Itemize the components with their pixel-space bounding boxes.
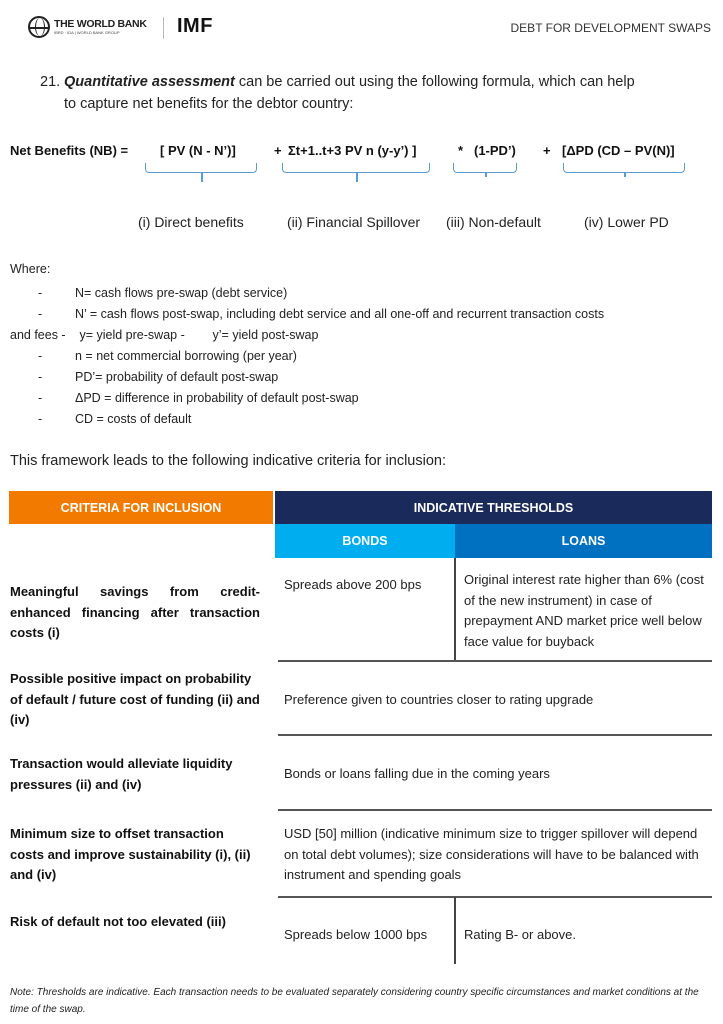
table-note: Note: Thresholds are indicative. Each transaction needs to be evaluated separately considering country specific circumstances and market conditions at the time of the swap. [10,987,699,1015]
brace-direct-benefits [145,163,257,173]
definitions-list [10,283,715,430]
formula-op-plus-1: + [274,143,282,158]
definition-item: - n = net commercial borrowing (per year) [38,349,297,363]
table-cell-bonds: Spreads above 200 bps [284,577,422,592]
framework-intro: This framework leads to the following indicative criteria for inclusion: [10,453,446,469]
formula-lhs: Net Benefits (NB) = [10,143,129,158]
definition-item: - ΔPD = difference in probability of default post-swap [38,391,359,405]
paragraph-number: 21. [40,74,61,90]
table-header-criteria: CRITERIA FOR INCLUSION [9,491,273,524]
label-non-default: (iii) Non-default [446,214,541,230]
table-header-bonds: BONDS [275,524,455,558]
column-divider [454,558,456,661]
label-direct-benefits: (i) Direct benefits [138,214,244,230]
row-divider [278,734,712,736]
brace-non-default [453,163,517,173]
logo-divider [163,17,164,39]
formula-term-lower-pd: [ΔPD (CD – PV(N)] [562,143,675,158]
table-cell-combined: USD [50] million (indicative minimum size to trigger spillover will depend on total debt volumes); size considerations will have to be balanced with instrument and spending goals [284,826,699,882]
column-divider [454,897,456,964]
label-financial-spillover: (ii) Financial Spillover [287,214,421,230]
definition-item: - N= cash flows pre-swap (debt service) [38,286,288,300]
world-bank-subtitle: IBRD · IDA | WORLD BANK GROUP [54,29,120,35]
paragraph-21 [40,71,720,115]
table-cell-bonds: Spreads below 1000 bps [284,927,428,942]
brace-financial-spillover [282,163,430,173]
table-cell-combined: Preference given to countries closer to rating upgrade [284,692,594,707]
table-cell-loans: Original interest rate higher than 6% (cost of the new instrument) in case of prepayment AND market price well below face value for buyback [464,572,704,649]
imf-logo: IMF [177,15,213,37]
table-row-criterion: Transaction would alleviate liquidity pressures (ii) and (iv) [10,756,233,792]
formula-term-spillover: Σt+1..t+3 PV n (y-y’) ] [288,143,417,158]
table-row-criterion: Risk of default not too elevated (iii) [10,914,226,929]
where-title: Where: [10,262,51,276]
table-header-loans: LOANS [455,524,712,558]
row-divider [278,896,712,898]
world-bank-name: THE WORLD BANK [54,18,147,31]
formula-term-direct: [ PV (N - N’)] [160,143,236,158]
label-lower-pd: (iv) Lower PD [584,214,669,230]
definition-item: - PD’= probability of default post-swap [38,370,279,384]
definition-item: - N’ = cash flows post-swap, including debt service and all one-off and recurrent transaction costs and fees - y= yield pre-swap - y’= yield post-swap [10,307,605,342]
paragraph-line1: can be carried out using the following formula, which can help [234,74,635,90]
table-row-criterion: Meaningful savings from credit-enhanced financing after transaction costs (i) [10,584,260,640]
document-title: DEBT FOR DEVELOPMENT SWAPS [510,21,711,35]
table-row-criterion: Minimum size to offset transaction costs and improve sustainability (i), (ii) and (iv) [10,826,251,882]
row-divider [278,809,712,811]
formula-op-multiply: * [458,143,464,158]
table-row-criterion: Possible positive impact on probability of default / future cost of funding (ii) and (iv) [10,671,260,727]
paragraph-line2: to capture net benefits for the debtor country: [64,96,354,112]
world-bank-logo [28,16,147,38]
brace-lower-pd [563,163,685,173]
row-divider [278,660,712,662]
table-cell-combined: Bonds or loans falling due in the coming years [284,766,550,781]
definition-item: - CD = costs of default [38,412,192,426]
table-header-thresholds: INDICATIVE THRESHOLDS [275,491,712,524]
globe-icon [28,16,50,38]
table-cell-loans: Rating B- or above. [464,927,577,942]
formula-op-plus-2: + [543,143,551,158]
formula-term-nondefault: (1-PD’) [474,143,516,158]
paragraph-emphasis: Quantitative assessment [64,74,235,90]
